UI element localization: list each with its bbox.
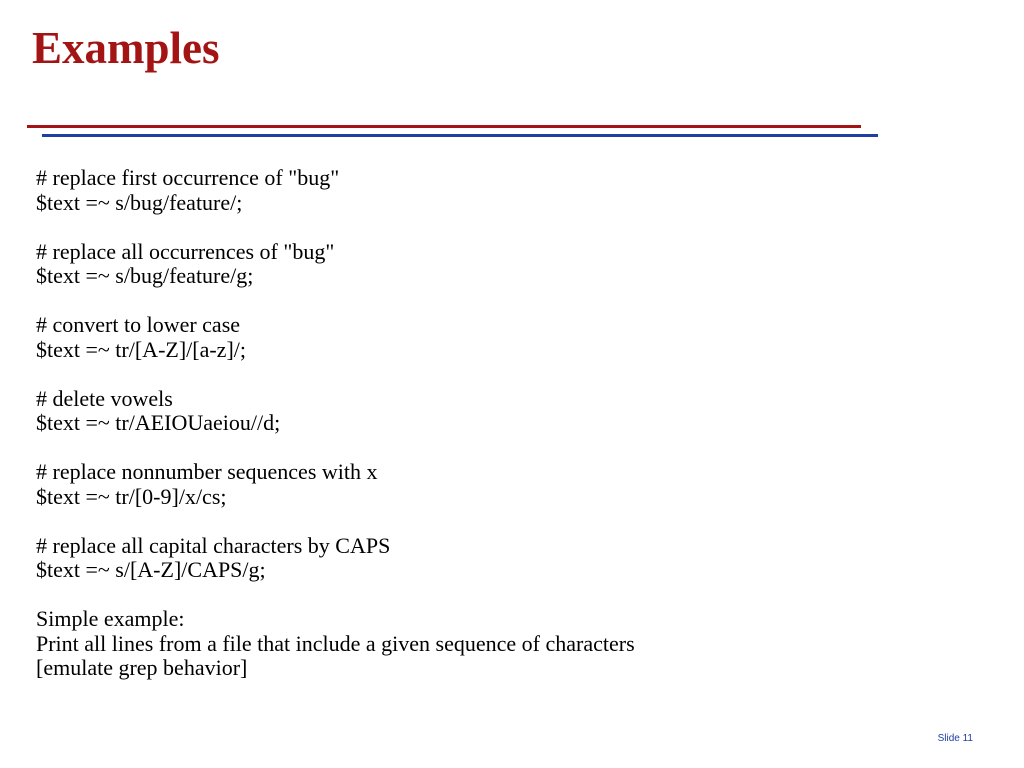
simple-example-note: [emulate grep behavior] xyxy=(36,655,248,680)
example-comment: # convert to lower case xyxy=(36,312,241,337)
example-comment: # replace all capital characters by CAPS xyxy=(36,532,391,558)
simple-example-description: Print all lines from a file that include a given sequence of characters xyxy=(36,630,635,656)
example-comment: # replace nonnumber sequences with x xyxy=(36,459,378,484)
slide-body xyxy=(36,166,936,705)
example-code: $text =~ tr/[0-9]/x/cs; xyxy=(36,483,227,509)
simple-example-block xyxy=(36,607,936,681)
example-comment: # replace all occurrences of "bug" xyxy=(36,238,335,264)
example-comment: # delete vowels xyxy=(36,385,173,411)
slide-number: Slide 11 xyxy=(937,733,973,744)
example-code: $text =~ s/bug/feature/; xyxy=(36,189,243,215)
example-comment: # replace first occurrence of "bug" xyxy=(36,165,340,190)
example-block-5 xyxy=(36,460,936,509)
title-underline-blue xyxy=(42,134,878,137)
simple-example-heading: Simple example: xyxy=(36,606,185,631)
example-code: $text =~ s/[A-Z]/CAPS/g; xyxy=(36,557,266,582)
slide-title: Examples xyxy=(32,23,220,73)
example-code: $text =~ s/bug/feature/g; xyxy=(36,263,254,288)
example-code: $text =~ tr/AEIOUaeiou//d; xyxy=(36,410,281,435)
example-block-4 xyxy=(36,387,936,436)
example-block-2 xyxy=(36,240,936,289)
example-block-1 xyxy=(36,166,936,215)
example-code: $text =~ tr/[A-Z]/[a-z]/; xyxy=(36,336,246,362)
title-underline-red xyxy=(27,125,861,128)
example-block-6 xyxy=(36,534,936,583)
example-block-3 xyxy=(36,313,936,362)
